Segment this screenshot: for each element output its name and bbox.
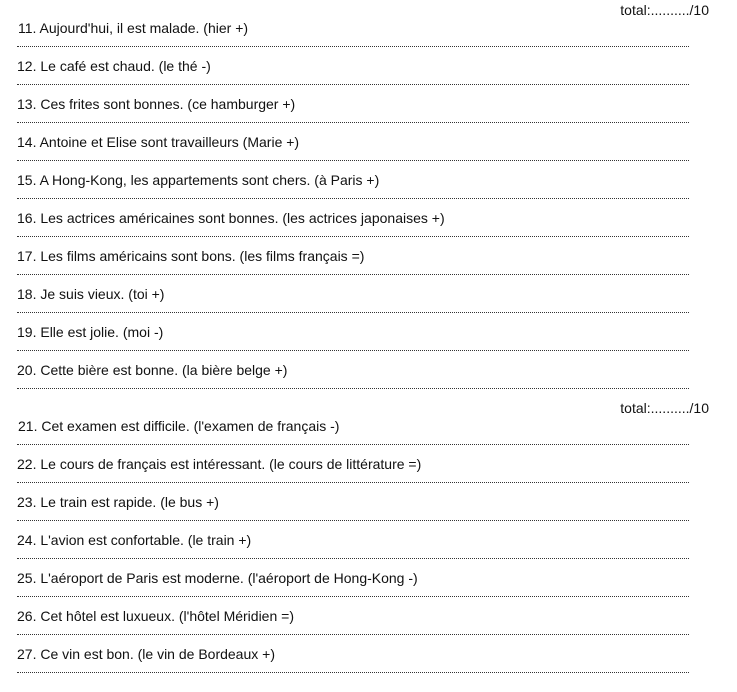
question-text: 25. L'aéroport de Paris est moderne. (l'aéroport de Hong-Kong -) [17, 570, 418, 586]
question-text: 21. Cet examen est difficile. (l'examen de français -) [18, 418, 340, 434]
answer-line[interactable] [17, 388, 689, 389]
answer-line[interactable] [17, 672, 689, 673]
question-text: 27. Ce vin est bon. (le vin de Bordeaux +) [17, 646, 275, 662]
answer-line[interactable] [17, 596, 689, 597]
total-score-2: total:........../10 [620, 400, 709, 416]
answer-line[interactable] [17, 634, 689, 635]
question-text: 22. Le cours de français est intéressant. (le cours de littérature =) [17, 456, 422, 472]
question-text: 13. Ces frites sont bonnes. (ce hamburger +) [17, 96, 296, 112]
answer-line[interactable] [17, 558, 689, 559]
answer-line[interactable] [17, 312, 689, 313]
answer-line[interactable] [17, 46, 689, 47]
answer-line[interactable] [17, 84, 689, 85]
question-text: 11. Aujourd'hui, il est malade. (hier +) [18, 20, 249, 36]
answer-line[interactable] [17, 198, 689, 199]
answer-line[interactable] [17, 122, 689, 123]
question-text: 19. Elle est jolie. (moi -) [17, 324, 164, 340]
answer-line[interactable] [17, 160, 689, 161]
question-text: 15. A Hong-Kong, les appartements sont chers. (à Paris +) [17, 172, 380, 188]
total-score-1: total:........../10 [620, 2, 709, 18]
question-text: 12. Le café est chaud. (le thé -) [17, 58, 211, 74]
question-text: 17. Les films américains sont bons. (les films français =) [17, 248, 365, 264]
answer-line[interactable] [17, 520, 689, 521]
answer-line[interactable] [17, 444, 689, 445]
question-text: 23. Le train est rapide. (le bus +) [17, 494, 219, 510]
question-text: 18. Je suis vieux. (toi +) [17, 286, 165, 302]
question-text: 14. Antoine et Elise sont travailleurs (Marie +) [17, 134, 300, 150]
answer-line[interactable] [17, 482, 689, 483]
question-text: 26. Cet hôtel est luxueux. (l'hôtel Méridien =) [17, 608, 294, 624]
answer-line[interactable] [17, 350, 689, 351]
answer-line[interactable] [17, 236, 689, 237]
question-text: 16. Les actrices américaines sont bonnes. (les actrices japonaises +) [17, 210, 445, 226]
question-text: 24. L'avion est confortable. (le train +) [17, 532, 252, 548]
question-text: 20. Cette bière est bonne. (la bière belge +) [17, 362, 288, 378]
answer-line[interactable] [17, 274, 689, 275]
